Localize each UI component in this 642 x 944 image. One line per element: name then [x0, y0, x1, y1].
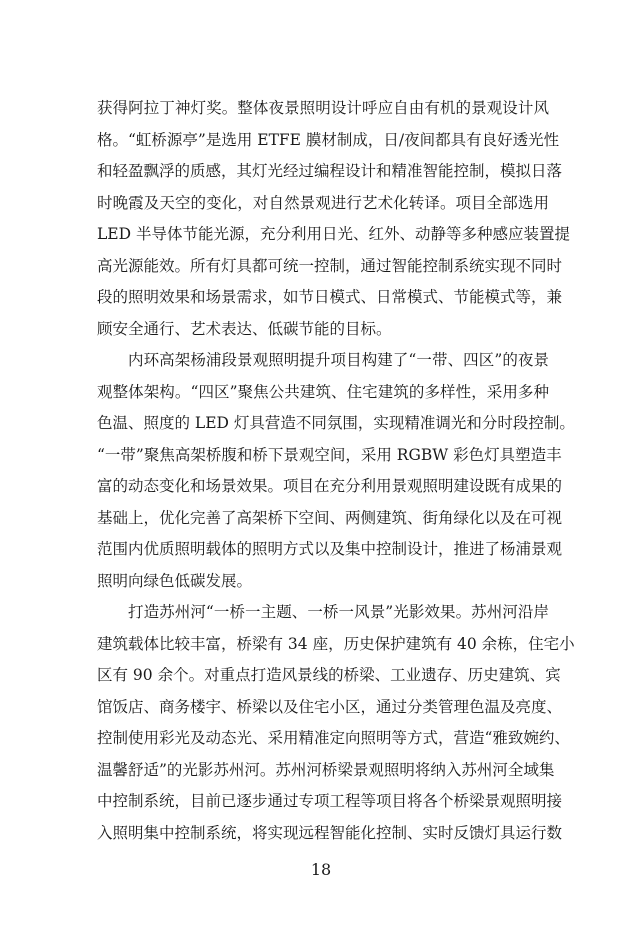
text-line: 范围内优质照明载体的照明方式以及集中控制设计，推进了杨浦景观 — [97, 540, 563, 558]
text-line: 格。“虹桥源亭”是选用 ETFE 膜材制成，日/夜间都具有良好透光性 — [97, 130, 560, 149]
paragraph — [97, 93, 570, 345]
text-line: 富的动态变化和场景效果。项目在充分利用景观照明建设既有成果的 — [97, 477, 563, 495]
text-line: 中控制系统，目前已逐步通过专项工程等项目将各个桥梁景观照明接 — [97, 792, 563, 810]
text-line: 段的照明效果和场景需求，如节日模式、日常模式、节能模式等，兼 — [97, 288, 563, 306]
text-line: 打造苏州河“一桥一主题、一桥一风景”光影效果。苏州河沿岸 — [128, 603, 549, 621]
text-line: LED 半导体节能光源，充分利用日光、红外、动静等多种感应装置提 — [97, 225, 570, 243]
text-line: 观整体架构。“四区”聚焦公共建筑、住宅建筑的多样性，采用多种 — [97, 382, 549, 401]
text-line: 和轻盈飘浮的质感，其灯光经过编程设计和精准智能控制，模拟日落 — [97, 162, 563, 180]
text-line: 控制使用彩光及动态光、采用精准定向照明等方式，营造“雅致婉约、 — [97, 729, 570, 747]
text-line: 时晚霞及天空的变化，对自然景观进行艺术化转译。项目全部选用 — [97, 193, 549, 212]
body-text — [97, 93, 575, 849]
page-number: 18 — [310, 860, 332, 879]
text-line: 内环高架杨浦段景观照明提升项目构建了“一带、四区”的夜景 — [128, 351, 549, 369]
text-line: 照明向绿色低碳发展。 — [97, 571, 253, 590]
text-line: 色温、照度的 LED 灯具营造不同氛围，实现精准调光和分时段控制。 — [97, 414, 575, 432]
text-line: 建筑载体比较丰富，桥梁有 34 座，历史保护建筑有 40 余栋，住宅小 — [97, 634, 575, 653]
paragraph — [97, 345, 575, 597]
paragraph — [97, 597, 575, 849]
text-line: 馆饭店、商务楼宇、桥梁以及住宅小区，通过分类管理色温及亮度、 — [97, 697, 563, 716]
text-line: 温馨舒适”的光影苏州河。苏州河桥梁景观照明将纳入苏州河全域集 — [97, 760, 555, 779]
text-line: 基础上，优化完善了高架桥下空间、两侧建筑、街角绿化以及在可视 — [97, 508, 563, 527]
text-line: 顾安全通行、艺术表达、低碳节能的目标。 — [97, 319, 392, 338]
text-line: 高光源能效。所有灯具都可统一控制，通过智能控制系统实现不同时 — [97, 256, 563, 275]
text-line: 区有 90 余个。对重点打造风景线的桥梁、工业遗存、历史建筑、宾 — [97, 666, 561, 684]
text-line: 入照明集中控制系统，将实现远程智能化控制、实时反馈灯具运行数 — [97, 823, 563, 842]
text-line: 获得阿拉丁神灯奖。整体夜景照明设计呼应自由有机的景观设计风 — [97, 99, 549, 117]
text-line: “一带”聚焦高架桥腹和桥下景观空间，采用 RGBW 彩色灯具塑造丰 — [97, 445, 562, 464]
